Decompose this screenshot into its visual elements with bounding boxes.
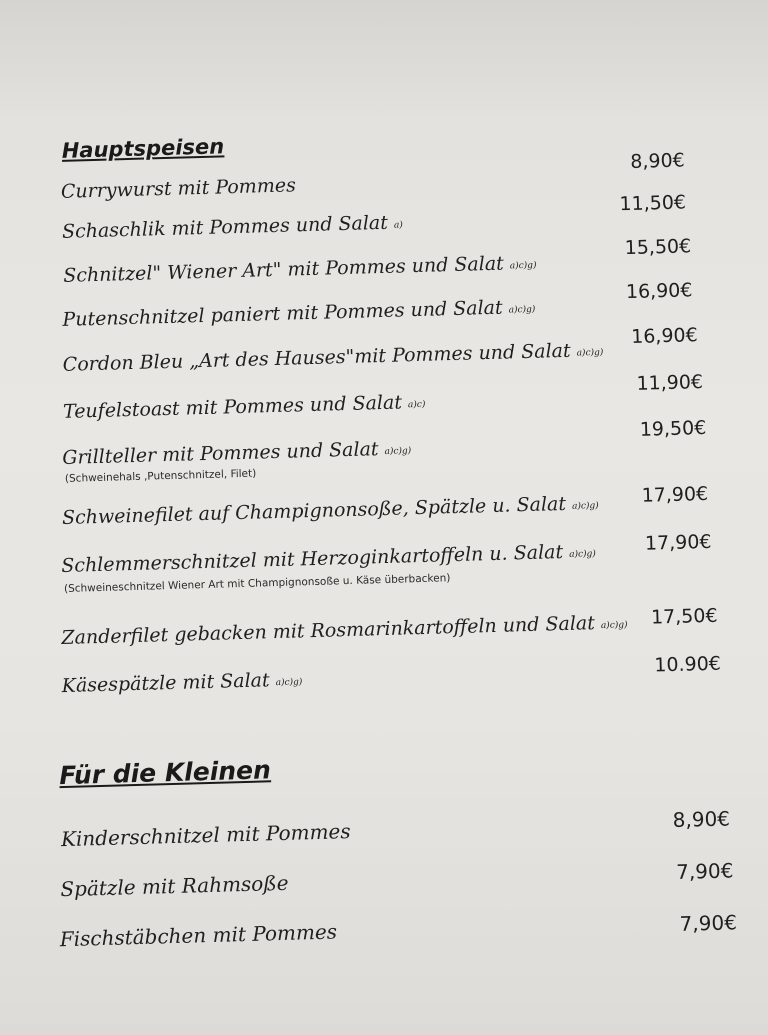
menu-item <box>0 487 768 538</box>
dish-name: Fischstäbchen mit Pommes <box>59 919 337 951</box>
dish-name: Cordon Bleu „Art des Hauses"mit Pommes und Salat a)c)g) <box>62 339 603 376</box>
allergen-codes: a)c)g) <box>601 620 628 631</box>
dish-price: 8,90€ <box>672 806 730 832</box>
dish-name: Zanderfilet gebacken mit Rosmarinkartoffeln und Salat a)c)g) <box>61 611 628 649</box>
dish-name: Schnitzel" Wiener Art" mit Pommes und Salat a)c)g) <box>63 252 537 287</box>
dish-name: Schweinefilet auf Champignonsoße, Spätzle u. Salat a)c)g) <box>62 492 599 529</box>
dish-price: 17,90€ <box>641 483 708 507</box>
menu-item <box>10 857 768 908</box>
dish-note: (Schweinehals ,Putenschnitzel, Filet) <box>65 468 257 485</box>
allergen-codes: a) <box>394 220 403 230</box>
allergen-codes: a)c)g) <box>384 446 411 457</box>
dish-price: 17,90€ <box>645 531 712 555</box>
section-title-kids: Für die Kleinen <box>59 755 271 790</box>
dish-price: 16,90€ <box>626 279 693 303</box>
dish-price: 15,50€ <box>624 235 691 259</box>
dish-name: Schlemmerschnitzel mit Herzoginkartoffeln u. Salat a)c)g) <box>61 540 596 577</box>
menu-item <box>9 807 768 858</box>
menu-item <box>0 427 767 478</box>
dish-price: 11,50€ <box>619 191 686 215</box>
dish-price: 17,50€ <box>651 605 718 629</box>
dish-price: 16,90€ <box>631 324 698 348</box>
dish-name: Spätzle mit Rahmsoße <box>60 871 289 901</box>
allergen-codes: a)c) <box>408 400 426 410</box>
dish-name: Käsespätzle mit Salat a)c)g) <box>61 668 302 697</box>
dish-price: 7,90€ <box>679 910 737 936</box>
dish-name: Putenschnitzel paniert mit Pommes und Salat a)c)g) <box>62 296 535 331</box>
menu-item <box>3 607 768 658</box>
dish-name: Schaschlik mit Pommes und Salat a) <box>62 211 403 243</box>
allergen-codes: a)c)g) <box>276 677 303 688</box>
allergen-codes: a)c)g) <box>510 261 537 272</box>
allergen-codes: a)c)g) <box>576 348 603 359</box>
dish-price: 8,90€ <box>630 149 685 173</box>
dish-price: 19,50€ <box>639 417 706 441</box>
allergen-codes: a)c)g) <box>569 549 596 560</box>
dish-name: Grillteller mit Pommes und Salat a)c)g) <box>62 437 411 469</box>
menu-item <box>4 655 768 706</box>
dish-price: 7,90€ <box>676 858 734 884</box>
menu-item <box>1 535 768 586</box>
menu-item <box>11 907 768 958</box>
dish-price: 11,90€ <box>636 371 703 395</box>
dish-name: Kinderschnitzel mit Pommes <box>61 819 351 851</box>
dish-name: Currywurst mit Pommes <box>61 174 302 203</box>
section-title-main-dishes: Hauptspeisen <box>61 134 224 163</box>
dish-price: 10.90€ <box>654 653 721 677</box>
dish-note: (Schweineschnitzel Wiener Art mit Champignonsoße u. Käse überbacken) <box>64 572 451 595</box>
allergen-codes: a)c)g) <box>572 501 599 512</box>
dish-name: Teufelstoast mit Pommes und Salat a)c) <box>63 391 426 423</box>
allergen-codes: a)c)g) <box>509 305 536 316</box>
